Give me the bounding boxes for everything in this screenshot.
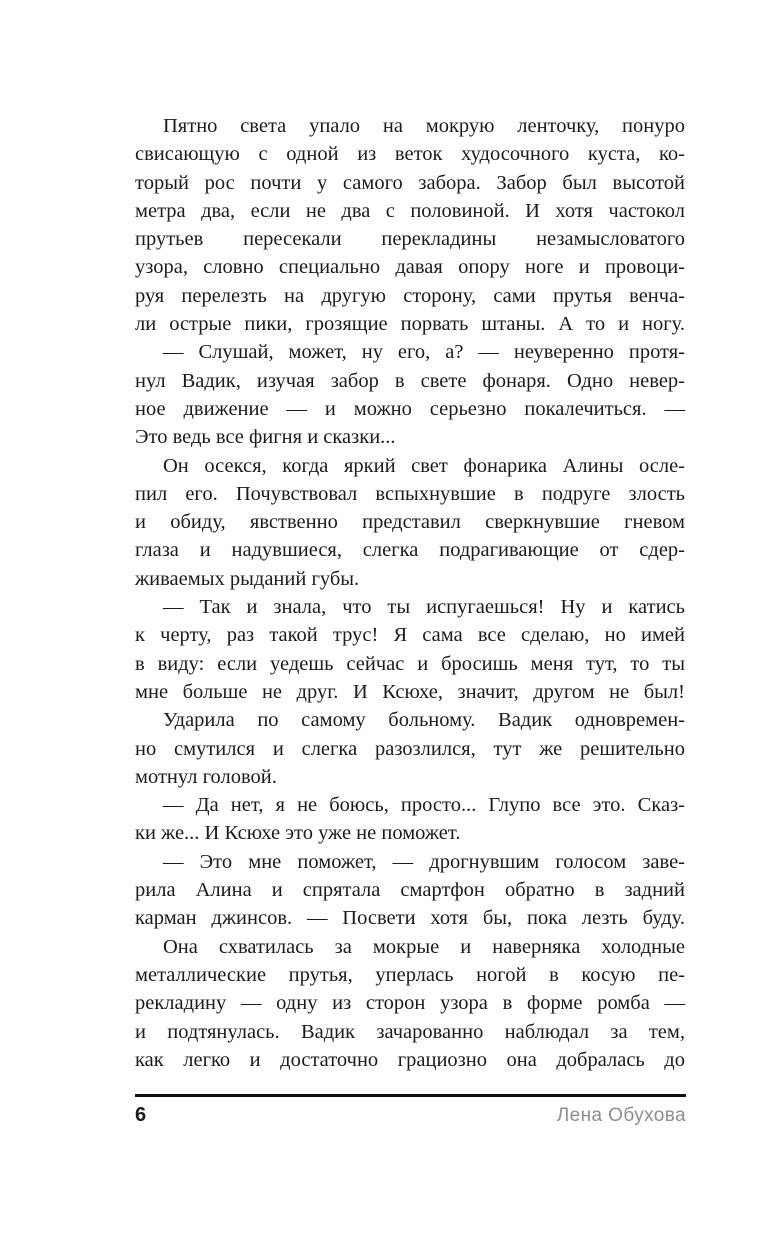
text-line: прутьев пересекали перекладины незамысловатого (135, 228, 685, 251)
text-line: рила Алина и спрятала смартфон обратно в задний (135, 879, 685, 902)
text-line: но смутился и слегка разозлился, тут же решительно (135, 737, 685, 760)
page-number: 6 (135, 1104, 147, 1126)
text-line: торый рос почти у самого забора. Забор был высотой (135, 171, 685, 194)
paragraph (135, 338, 685, 451)
text-line: руя перелезть на другую сторону, сами прутья венча- (135, 284, 685, 307)
page-text (135, 112, 685, 1074)
text-line: рекладину — одну из сторон узора в форме ромба — (135, 992, 685, 1015)
running-author: Лена Обухова (556, 1105, 686, 1126)
text-line: ки же... И Ксюхе это уже не поможет. (135, 822, 461, 845)
text-line: мне больше не друг. И Ксюхе, значит, другом не был! (135, 680, 685, 703)
page-footer (135, 1094, 686, 1127)
text-line: — Так и знала, что ты испугаешься! Ну и катись (163, 596, 685, 619)
text-line: пил его. Почувствовал вспыхнувшие в подруге злость (135, 482, 685, 505)
text-line: глаза и надувшиеся, слегка подрагивающие от сдер- (135, 539, 685, 562)
text-line: Она схватилась за мокрые и наверняка холодные (163, 935, 685, 958)
text-line: и подтянулась. Вадик зачарованно наблюдал за тем, (135, 1020, 685, 1043)
text-line: в виду: если уедешь сейчас и бросишь меня тут, то ты (135, 652, 685, 675)
paragraph (135, 593, 685, 706)
text-line: Ударила по самому больному. Вадик одновремен- (163, 709, 685, 732)
text-line: мотнул головой. (135, 765, 277, 788)
text-line: свисающую с одной из веток худосочного куста, ко- (135, 143, 685, 166)
paragraph (135, 112, 685, 338)
text-line: Это ведь все фигня и сказки... (135, 426, 396, 449)
paragraph (135, 452, 685, 593)
text-line: живаемых рыданий губы. (135, 567, 360, 590)
text-line: узора, словно специально давая опору ноге и провоци- (135, 256, 685, 279)
text-line: метра два, если не два с половиной. И хотя частокол (135, 199, 685, 222)
text-line: как легко и достаточно грациозно она добралась до (135, 1048, 685, 1071)
paragraph (135, 933, 685, 1074)
text-line: ное движение — и можно серьезно покалечиться. — (135, 397, 685, 420)
text-line: Он осекся, когда яркий свет фонарика Алины осле- (163, 454, 685, 477)
text-line: к черту, раз такой трус! Я сама все сделаю, но имей (135, 624, 685, 647)
paragraph (135, 848, 685, 933)
paragraph (135, 791, 685, 848)
text-line: Пятно света упало на мокрую ленточку, понуро (163, 115, 685, 137)
text-line: — Это мне поможет, — дрогнувшим голосом заве- (163, 850, 685, 873)
text-line: — Слушай, может, ну его, а? — неуверенно протя- (163, 341, 685, 364)
text-line: металлические прутья, уперлась ногой в косую пе- (135, 963, 685, 986)
text-line: нул Вадик, изучая забор в свете фонаря. Одно невер- (135, 369, 685, 392)
text-line: — Да нет, я не боюсь, просто... Глупо все это. Сказ- (163, 794, 685, 817)
text-line: ли острые пики, грозящие порвать штаны. А то и ногу. (135, 313, 685, 336)
text-line: карман джинсов. — Посвети хотя бы, пока лезть буду. (135, 907, 685, 930)
text-line: и обиду, явственно представил сверкнувшие гневом (135, 511, 685, 534)
paragraph (135, 706, 685, 791)
